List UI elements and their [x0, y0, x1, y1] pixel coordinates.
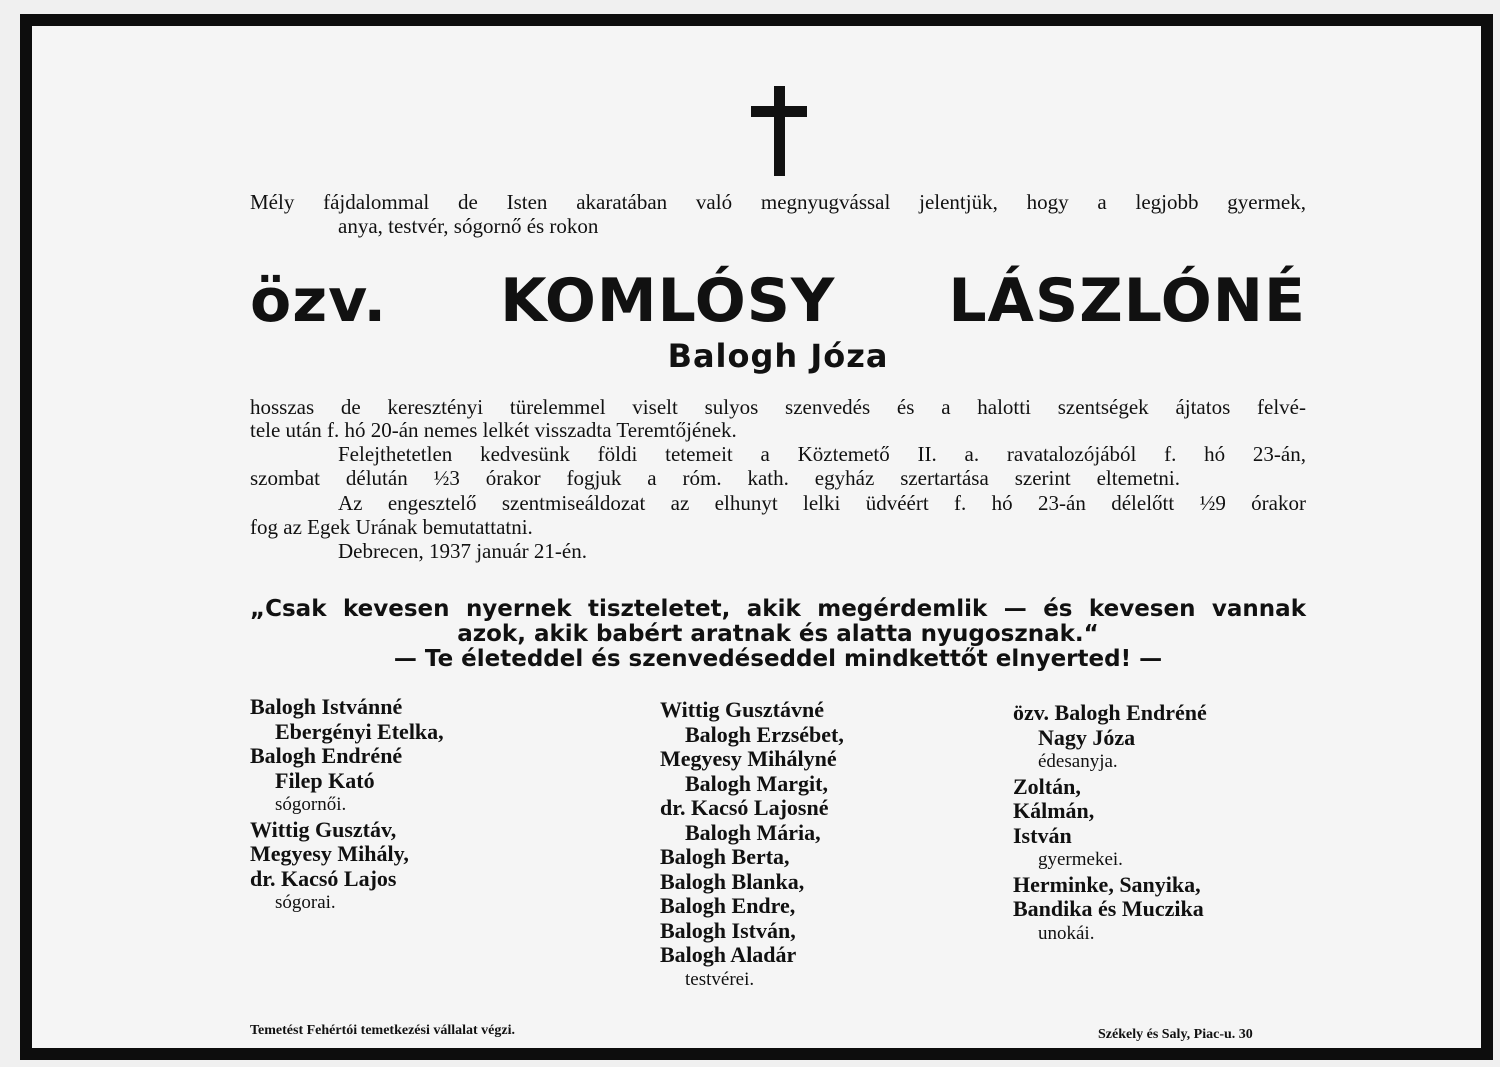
mourners-column-2 — [660, 698, 844, 992]
intro-line-1: Mély fájdalommal de Isten akaratában való megnyugvással jelentjük, hogy a legjobb gyermek, — [250, 190, 1306, 214]
mourner-line: édesanyja. — [1038, 751, 1118, 772]
mourner-line: Bandika és Muczika — [1013, 896, 1204, 921]
place-date: Debrecen, 1937 január 21-én. — [338, 539, 587, 563]
mourner-line: Balogh Erzsébet, — [685, 721, 844, 747]
mourner-line: Wittig Gusztáv, — [250, 816, 397, 842]
mourner-line: Megyesy Mihályné — [660, 746, 837, 771]
quote-line-3: — Te életeddel és szenvedéseddel mindkettőt elnyerted! — — [393, 646, 1163, 672]
mourner-line: Kálmán, — [1013, 798, 1095, 823]
deceased-name: özv. KOMLÓSY LÁSZLÓNÉ — [250, 266, 1306, 336]
body-p2-line-2: szombat délután ½3 órakor fogjuk a róm. kath. egyház szertartása szerint eltemetni. — [250, 466, 1180, 490]
quote-line-1: „Csak kevesen nyernek tiszteletet, akik megérdemlik — és kevesen vannak — [250, 596, 1306, 622]
cross-icon — [751, 86, 807, 176]
mourner-line: Wittig Gusztávné — [660, 697, 824, 722]
mourner-line: sógornői. — [275, 794, 347, 815]
mourner-line: Nagy Józa — [1038, 724, 1136, 750]
mourner-line: dr. Kacsó Lajos — [250, 865, 397, 891]
mourner-line: dr. Kacsó Lajosné — [660, 795, 829, 820]
body-p3-line-2: fog az Egek Urának bemutattatni. — [250, 515, 533, 539]
mourner-line: Zoltán, — [1013, 773, 1081, 799]
mourner-line: Balogh Berta, — [660, 844, 790, 869]
mourner-line: Ebergényi Etelka, — [275, 718, 444, 744]
mourner-line: Balogh István, — [660, 917, 796, 943]
mourner-line: Balogh Endre, — [660, 893, 796, 918]
mourner-line: Megyesy Mihály, — [250, 841, 409, 866]
mourner-line: Balogh Mária, — [685, 819, 821, 845]
body-p1-line-2: tele után f. hó 20-án nemes lelkét visszadta Teremtőjének. — [250, 418, 737, 442]
mourner-line: unokái. — [1038, 922, 1095, 944]
footer-printer: Székely és Saly, Piac-u. 30 — [1098, 1027, 1253, 1042]
mourner-line: sógorai. — [275, 892, 336, 913]
mourner-line: Balogh Blanka, — [660, 868, 805, 894]
maiden-name: Balogh Józa — [667, 337, 889, 375]
quote-line-2: azok, akik babért aratnak és alatta nyugosznak.“ — [457, 621, 1099, 647]
mourner-line: Balogh Endréné — [250, 743, 403, 768]
mourner-line: István — [1013, 822, 1072, 848]
mourner-line: Filep Kató — [275, 767, 375, 793]
intro-line-2: anya, testvér, sógornő és rokon — [338, 214, 599, 238]
mourners-column-3 — [1013, 701, 1207, 946]
mourner-line: özv. Balogh Endréné — [1013, 700, 1207, 725]
mourner-line: testvérei. — [685, 968, 755, 990]
body-p2-line-1: Felejthetetlen kedvesünk földi tetemeit a Köztemető II. a. ravatalozójából f. hó 23-án, — [338, 442, 1306, 466]
mourners-column-1 — [250, 695, 444, 916]
body-p3-line-1: Az engesztelő szentmiseáldozat az elhunyt lelki üdvéért f. hó 23-án délelőtt ½9 órakor — [338, 491, 1306, 515]
mourner-line: Balogh Aladár — [660, 942, 797, 967]
body-p1-line-1: hosszas de keresztényi türelemmel viselt sulyos szenvedés és a halotti szentségek ájtatos felvé- — [250, 395, 1306, 419]
mourner-line: Balogh Istvánné — [250, 694, 403, 719]
mourner-line: Balogh Margit, — [685, 770, 828, 796]
mourner-line: Herminke, Sanyika, — [1013, 871, 1201, 897]
mourner-line: gyermekei. — [1038, 849, 1123, 870]
footer-funeral-service: Temetést Fehértói temetkezési vállalat végzi. — [250, 1023, 515, 1038]
